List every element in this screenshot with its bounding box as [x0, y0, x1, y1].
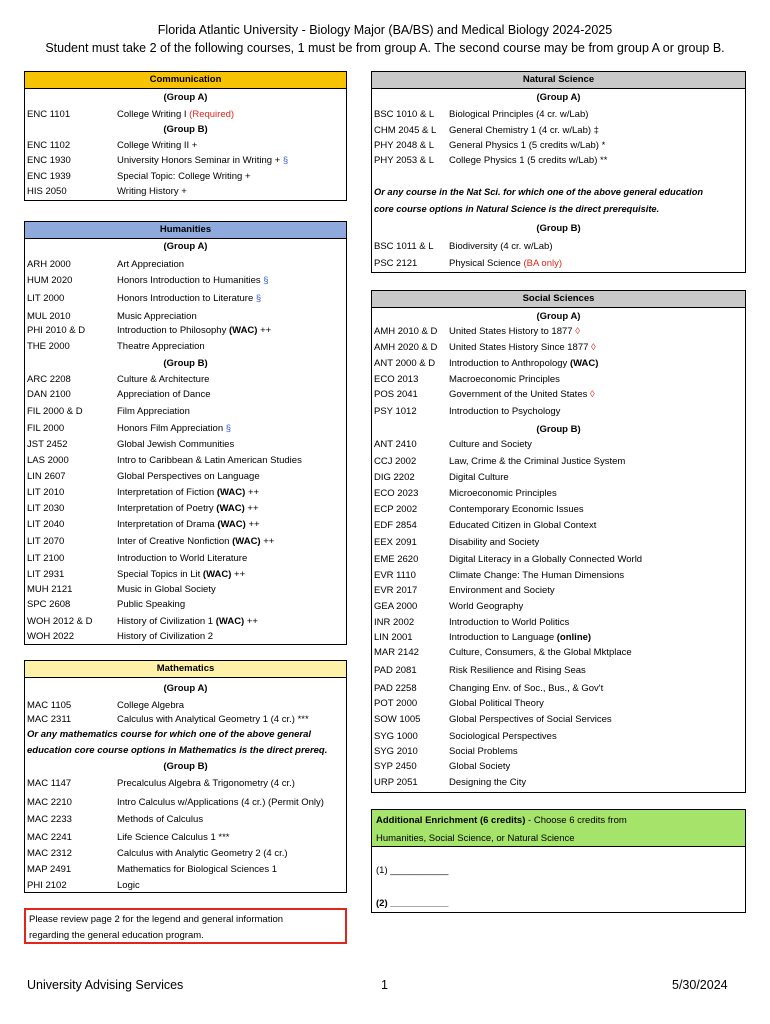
footer-date: 5/30/2024 [672, 978, 728, 992]
course-code: EEX 2091 [374, 537, 417, 548]
course-name-part: Special Topics in Lit [117, 569, 203, 580]
course-name-part: Film Appreciation [117, 406, 190, 417]
course-name [117, 422, 231, 435]
course-name [449, 664, 586, 677]
course-name [117, 470, 260, 483]
course-code: URP 2051 [374, 777, 418, 788]
course-name-part: Changing Env. of Soc., Bus., & Gov't [449, 683, 604, 694]
course-name [117, 486, 259, 499]
doc-title: Florida Atlantic University - Biology Major (BA/BS) and Medical Biology 2024-2025 [157, 23, 613, 37]
course-name-part: Logic [117, 880, 140, 891]
course-name [117, 310, 197, 323]
course-code: PHY 2053 & L [374, 155, 435, 166]
course-code: EME 2620 [374, 554, 419, 565]
course-name-part: Environment and Society [449, 585, 555, 596]
course-name-part: Climate Change: The Human Dimensions [449, 570, 625, 581]
course-name [449, 471, 509, 484]
course-name-part: Global Perspectives on Language [117, 471, 260, 482]
wac-label: (WAC) [202, 569, 232, 580]
course-code: MAC 1147 [27, 778, 72, 789]
course-name-part: History of Civilization 1 [117, 616, 216, 627]
course-name [449, 553, 642, 566]
course-name [117, 713, 309, 726]
review-note-box [24, 908, 347, 944]
course-code: JST 2452 [27, 439, 68, 450]
course-name-part: Microeconomic Principles [449, 488, 557, 499]
wac-label: (WAC) [216, 503, 245, 514]
course-name [449, 760, 510, 773]
course-name-part: Music in Global Society [117, 584, 216, 595]
course-code: BSC 1010 & L [374, 109, 435, 120]
course-code: THE 2000 [27, 341, 70, 352]
course-name-part: Risk Resilience and Rising Seas [449, 665, 586, 676]
course-name-part: Culture & Architecture [117, 374, 210, 385]
course-code: POT 2000 [374, 698, 418, 709]
course-name-part: Interpretation of Fiction [117, 487, 217, 498]
course-name [449, 154, 607, 167]
course-name-part: United States History Since 1877 [449, 342, 592, 353]
doc-subtitle: Student must take 2 of the following courses, 1 must be from group A. The second course may be from group A or group B. [45, 41, 725, 55]
course-code: LAS 2000 [27, 455, 69, 466]
symbol-section: § [263, 275, 269, 286]
course-code: HIS 2050 [27, 186, 67, 197]
mathematics-note-line1: Or any mathematics course for which one of the above general [27, 729, 312, 740]
course-name [117, 324, 271, 337]
course-name-part: Honors Introduction to Humanities [117, 275, 264, 286]
course-code: SYG 2010 [374, 746, 418, 757]
course-name-part: Physical Science [449, 258, 524, 269]
course-name-part: Inter of Creative Nonfiction [117, 536, 233, 547]
course-name-part: ++ [257, 325, 272, 336]
course-name [117, 796, 324, 809]
symbol-diamond: ◊ [575, 326, 580, 337]
course-name-part: Global Perspectives of Social Services [449, 714, 612, 725]
course-name [449, 240, 552, 253]
course-code: LIT 2000 [27, 293, 65, 304]
course-code: SOW 1005 [374, 714, 421, 725]
course-name-part: Educated Citizen in Global Context [449, 520, 597, 531]
course-name-part: Biological Principles (4 cr. w/Lab) [449, 109, 589, 120]
course-code: ECO 2023 [374, 488, 419, 499]
course-name [449, 108, 588, 121]
course-code: MUH 2121 [27, 584, 73, 595]
course-code: LIT 2100 [27, 553, 65, 564]
communication-title: Communication [25, 72, 346, 89]
course-name [117, 552, 247, 565]
course-name-part: College Writing II + [117, 140, 198, 151]
humanities-title: Humanities [25, 222, 346, 239]
communication-panel [24, 71, 347, 201]
course-name [117, 831, 229, 844]
course-code: MAC 2311 [27, 714, 72, 725]
course-code: SYP 2450 [374, 761, 417, 772]
course-name [449, 730, 557, 743]
course-name-part: Special Topic: College Writing + [117, 171, 251, 182]
enrichment-slot-1: (1) ___________ [376, 865, 449, 876]
course-name-part: Introduction to World Literature [117, 553, 248, 564]
course-code: ECP 2002 [374, 504, 418, 515]
course-name [449, 257, 562, 270]
course-name-part: Honors Film Appreciation [117, 423, 226, 434]
course-name [449, 745, 518, 758]
course-name-part: Sociological Perspectives [449, 731, 557, 742]
course-name: College Writing I (Required) [117, 109, 235, 120]
course-name-part: ++ [231, 569, 246, 580]
course-name [449, 503, 584, 516]
course-name [117, 274, 269, 287]
course-name [449, 357, 598, 370]
course-code: PAD 2258 [374, 683, 417, 694]
course-code: SPC 2608 [27, 599, 71, 610]
course-code: LIT 2040 [27, 519, 65, 530]
course-name-part: Writing History + [117, 186, 187, 197]
course-name-part: Theatre Appreciation [117, 341, 205, 352]
course-name [449, 487, 557, 500]
course-name [449, 438, 532, 451]
course-name-part: Interpretation of Poetry [117, 503, 217, 514]
course-name-part: Public Speaking [117, 599, 186, 610]
course-code: INR 2002 [374, 617, 415, 628]
course-name [449, 646, 632, 659]
natural-science-note-line1: Or any course in the Nat Sci. for which one of the above general education [374, 187, 704, 197]
social-sciences-panel [371, 290, 746, 793]
enrichment-title: Additional Enrichment (6 credits) - Choose 6 credits from [376, 815, 627, 826]
enrichment-panel [371, 809, 746, 913]
course-name [449, 519, 596, 532]
symbol-section: § [255, 293, 262, 304]
social-sciences-group-b: (Group B) [536, 424, 581, 435]
course-code: EVR 2017 [374, 585, 418, 596]
course-name-part: Digital Culture [449, 472, 509, 483]
course-name-part: Precalculus Algebra & Trigonometry (4 cr.) [117, 778, 295, 789]
course-name-part: Contemporary Economic Issues [449, 504, 584, 515]
online-label: (online) [556, 632, 592, 643]
natural-science-panel [371, 71, 746, 273]
course-name [449, 388, 595, 401]
course-name [117, 154, 288, 167]
course-name-part: Introduction to Psychology [449, 406, 561, 417]
course-name-part: World Geography [449, 601, 524, 612]
communication-group-b: (Group B) [163, 124, 208, 135]
course-code: LIT 2010 [27, 487, 65, 498]
course-name [117, 630, 213, 643]
natural-science-title: Natural Science [372, 72, 745, 89]
course-name [449, 631, 591, 644]
course-name-part: Calculus with Analytic Geometry 2 (4 cr.) [117, 848, 288, 859]
course-name-part: ++ [245, 519, 260, 530]
course-code: ENC 1939 [27, 171, 71, 182]
course-name-part: Life Science Calculus 1 *** [117, 832, 230, 843]
course-code: WOH 2012 & D [27, 616, 93, 627]
course-name [449, 139, 605, 152]
course-name-part: ++ [244, 616, 258, 627]
course-name [117, 699, 184, 712]
course-name-part: Global Jewish Communities [117, 439, 235, 450]
course-name-part: Intro Calculus w/Applications (4 cr.) (Permit Only) [117, 797, 324, 808]
humanities-group-b: (Group B) [163, 358, 208, 369]
course-code: MAC 2233 [27, 814, 72, 825]
course-code: HUM 2020 [27, 275, 73, 286]
course-code: PSY 1012 [374, 406, 417, 417]
enrichment-slot-2: (2) ___________ [376, 898, 449, 909]
course-name [117, 777, 295, 790]
course-name-part: University Honors Seminar in Writing + [117, 155, 283, 166]
course-name-part: Calculus with Analytical Geometry 1 (4 cr.) *** [117, 714, 309, 725]
course-name-part: Social Problems [449, 746, 518, 757]
course-code: BSC 1011 & L [374, 241, 434, 252]
course-code: AMH 2010 & D [374, 326, 438, 337]
course-code: CHM 2045 & L [374, 125, 437, 136]
course-code: LIT 2931 [27, 569, 65, 580]
course-name-part: Macroeconomic Principles [449, 374, 560, 385]
course-name-part: General Chemistry 1 (4 cr. w/Lab) ‡ [449, 125, 599, 136]
course-name [117, 863, 277, 876]
course-code: EDF 2854 [374, 520, 417, 531]
course-code: LIT 2070 [27, 536, 65, 547]
course-name [117, 518, 260, 531]
course-code: LIN 2001 [374, 632, 413, 643]
course-code: PHI 2010 & D [27, 325, 86, 336]
course-name-part: ++ [260, 536, 275, 547]
course-name [117, 598, 185, 611]
course-name [117, 583, 216, 596]
ba-only-label: (BA only) [523, 258, 562, 269]
course-name-part: Interpretation of Drama [117, 519, 218, 530]
course-code: PSC 2121 [374, 258, 418, 269]
course-code: MAR 2142 [374, 647, 419, 658]
social-sciences-title: Social Sciences [372, 291, 745, 308]
course-code: PAD 2081 [374, 665, 417, 676]
course-name [449, 682, 603, 695]
course-name [117, 340, 205, 353]
natural-science-note-line2: core course options in Natural Science is the direct prerequisite. [374, 204, 660, 214]
course-name-part: Digital Literacy in a Globally Connected World [449, 554, 643, 565]
course-name [449, 325, 580, 338]
course-code: DAN 2100 [27, 389, 71, 400]
wac-label: (WAC) [569, 358, 599, 369]
course-name-part: Music Appreciation [117, 311, 197, 322]
course-name-part: History of Civilization 2 [117, 631, 214, 642]
course-name [117, 535, 274, 548]
course-name-part: Appreciation of Dance [117, 389, 211, 400]
course-code: ENC 1930 [27, 155, 71, 166]
course-code: MAC 2241 [27, 832, 72, 843]
course-name [449, 600, 523, 613]
course-name [449, 536, 539, 549]
mathematics-panel [24, 660, 347, 893]
course-code: POS 2041 [374, 389, 418, 400]
course-name [117, 615, 258, 628]
course-code: ENC 1102 [27, 140, 71, 151]
social-sciences-group-a: (Group A) [536, 311, 581, 322]
course-name [449, 124, 599, 137]
symbol-section: § [282, 155, 289, 166]
review-note-line2: regarding the general education program. [29, 930, 204, 941]
course-name-part: Methods of Calculus [117, 814, 204, 825]
course-name-part: Global Political Theory [449, 698, 544, 709]
course-code: AMH 2020 & D [374, 342, 438, 353]
wac-label: (WAC) [217, 519, 246, 530]
course-name [117, 388, 210, 401]
course-name [449, 776, 526, 789]
course-name [449, 569, 624, 582]
course-name [117, 502, 259, 515]
wac-label: (WAC) [232, 536, 261, 547]
course-name [117, 405, 190, 418]
course-name-part: College Physics 1 (5 credits w/Lab) ** [449, 155, 608, 166]
course-name-part: Biodiversity (4 cr. w/Lab) [449, 241, 553, 252]
wac-label: (WAC) [215, 616, 245, 627]
course-name-part: ++ [245, 487, 260, 498]
course-name [449, 373, 560, 386]
course-name-part: Government of the United States [449, 389, 590, 400]
review-note-line1: Please review page 2 for the legend and general information [29, 914, 284, 925]
mathematics-title: Mathematics [25, 661, 346, 678]
course-name [117, 813, 203, 826]
humanities-panel [24, 221, 347, 645]
course-name [117, 879, 140, 892]
course-name [449, 616, 569, 629]
course-name-part: Introduction to Language [449, 632, 557, 643]
mathematics-group-a: (Group A) [163, 683, 208, 694]
course-name [117, 568, 245, 581]
enrichment-subtitle: Humanities, Social Science, or Natural Science [376, 833, 575, 844]
course-name-part: Honors Introduction to Literature [117, 293, 256, 304]
symbol-section: § [225, 423, 232, 434]
course-name-part: Art Appreciation [117, 259, 185, 270]
course-name-part: Disability and Society [449, 537, 540, 548]
course-code: ENC 1101 [27, 109, 71, 120]
course-name-part: United States History to 1877 [449, 326, 576, 337]
course-code: WOH 2022 [27, 631, 74, 642]
course-name-part: Global Society [449, 761, 511, 772]
course-name [449, 697, 544, 710]
course-code: MAC 2312 [27, 848, 72, 859]
course-code: MAP 2491 [27, 864, 72, 875]
course-name-part: Culture, Consumers, & the Global Mktplace [449, 647, 632, 658]
course-code: GEA 2000 [374, 601, 418, 612]
mathematics-note-line2: education core course options in Mathematics is the direct prereq. [27, 745, 328, 756]
required-label: (Required) [189, 109, 235, 120]
course-code: FIL 2000 [27, 423, 65, 434]
wac-label: (WAC) [228, 325, 258, 336]
course-name-part: Mathematics for Biological Sciences 1 [117, 864, 277, 875]
course-name-part: Introduction to World Politics [449, 617, 570, 628]
course-code: SYG 1000 [374, 731, 418, 742]
course-name-part: Introduction to Anthropology [449, 358, 570, 369]
humanities-group-a: (Group A) [163, 241, 208, 252]
natural-science-group-b: (Group B) [536, 223, 581, 234]
course-code: ARH 2000 [27, 259, 71, 270]
course-name-part: ++ [244, 503, 259, 514]
course-name [449, 455, 625, 468]
course-code: EVR 1110 [374, 570, 416, 581]
course-code: DIG 2202 [374, 472, 415, 483]
course-name-part: College Algebra [117, 700, 185, 711]
symbol-diamond: ◊ [590, 389, 595, 400]
wac-label: (WAC) [216, 487, 246, 498]
course-name-part: Law, Crime & the Criminal Justice System [449, 456, 626, 467]
footer-page-number: 1 [381, 978, 388, 992]
course-name [117, 170, 251, 183]
communication-group-a: (Group A) [163, 92, 208, 103]
course-code: MAC 2210 [27, 797, 72, 808]
course-name-part: Introduction to Philosophy [117, 325, 229, 336]
natural-science-group-a: (Group A) [536, 92, 581, 103]
course-code: ANT 2410 [374, 439, 417, 450]
course-code: ANT 2000 & D [374, 358, 436, 369]
footer-office: University Advising Services [27, 978, 184, 992]
course-code: LIN 2607 [27, 471, 66, 482]
course-code: ECO 2013 [374, 374, 419, 385]
course-code: MAC 1105 [27, 700, 72, 711]
course-code: MUL 2010 [27, 311, 71, 322]
course-name [117, 185, 187, 198]
course-code: ARC 2208 [27, 374, 71, 385]
course-name [117, 139, 197, 152]
course-name [117, 258, 184, 271]
enrichment-header [372, 810, 745, 847]
mathematics-group-b: (Group B) [163, 761, 208, 772]
course-name [449, 405, 560, 418]
course-name [117, 454, 302, 467]
course-code: PHY 2048 & L [374, 140, 435, 151]
course-name-part: Designing the City [449, 777, 527, 788]
course-name [117, 373, 209, 386]
course-code: PHI 2102 [27, 880, 67, 891]
course-name [117, 847, 288, 860]
course-name-part: General Physics 1 (5 credits w/Lab) * [449, 140, 606, 151]
course-name [117, 438, 234, 451]
symbol-diamond: ◊ [591, 342, 596, 353]
course-name [449, 341, 596, 354]
course-name [117, 292, 261, 305]
course-name-part: Culture and Society [449, 439, 532, 450]
course-name-part: Intro to Caribbean & Latin American Studies [117, 455, 302, 466]
course-name [449, 713, 612, 726]
course-code: LIT 2030 [27, 503, 65, 514]
course-code: FIL 2000 & D [27, 406, 83, 417]
course-code: CCJ 2002 [374, 456, 417, 467]
course-name [449, 584, 555, 597]
